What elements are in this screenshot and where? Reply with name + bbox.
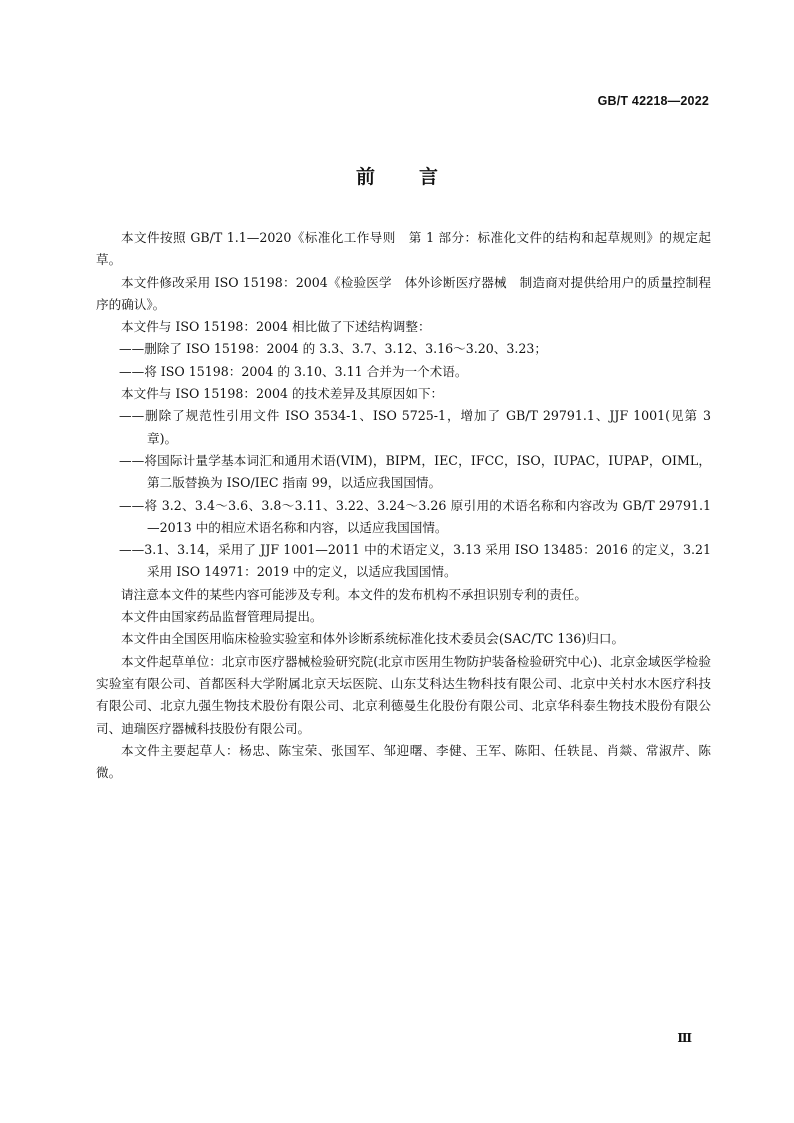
paragraph: 本文件按照 GB/T 1.1—2020《标准化工作导则 第 1 部分：标准化文件的结构和起草规则》的规定起草。 xyxy=(96,230,711,268)
paragraph: 本文件与 ISO 15198：2004 的技术差异及其原因如下： xyxy=(121,386,444,402)
paragraph: 本文件修改采用 ISO 15198：2004《检验医学 体外诊断医疗器械 制造商对提供给用户的质量控制程序的确认》。 xyxy=(96,274,711,312)
title-char-2: 言 xyxy=(419,166,439,188)
paragraph: 本文件主要起草人：杨忠、陈宝荣、张国军、邹迎曙、李健、王军、陈阳、任轶昆、肖燚、常淑芹、陈微。 xyxy=(96,742,711,781)
section-title xyxy=(0,162,794,189)
page-number: Ⅲ xyxy=(677,1031,692,1045)
paragraph: 本文件起草单位：北京市医疗器械检验研究院(北京市医用生物防护装备检验研究中心)、北京金域医学检验实验室有限公司、首都医科大学附属北京天坛医院、山东艾科达生物科技有限公司、北京中关村水木医疗科技有限公司、北京九强生物技术股份有限公司、北京利德曼生化股份有限公司、北京华科泰生物技术股份有限公司、迪瑞医疗器械科技股份有限公司。 xyxy=(96,653,711,736)
paragraph: 本文件由国家药品监督管理局提出。 xyxy=(121,609,323,625)
foreword-body xyxy=(96,227,711,784)
list-item: ——3.1、3.14，采用了 JJF 1001—2011 中的术语定义，3.13 采用 ISO 13485：2016 的定义，3.21 采用 ISO 14971：2019 中的定义，以适应我国国情。 xyxy=(119,542,711,580)
list-item: ——将 3.2、3.4～3.6、3.8～3.11、3.22、3.24～3.26 原引用的术语名称和内容改为 GB/T 29791.1—2013 中的相应术语名称和内容，以适应我国国情。 xyxy=(119,497,711,535)
list-item: ——将 ISO 15198：2004 的 3.10、3.11 合并为一个术语。 xyxy=(119,363,468,379)
title-char-1: 前 xyxy=(355,166,375,188)
list-item: ——删除了规范性引用文件 ISO 3534-1、ISO 5725-1，增加了 GB/T 29791.1、JJF 1001(见第 3 章)。 xyxy=(119,408,711,446)
paragraph: 本文件由全国医用临床检验实验室和体外诊断系统标准化技术委员会(SAC/TC 136)归口。 xyxy=(121,631,625,647)
paragraph: 本文件与 ISO 15198：2004 相比做了下述结构调整： xyxy=(121,319,431,335)
list-item: ——删除了 ISO 15198：2004 的 3.3、3.7、3.12、3.16～3.20、3.23； xyxy=(119,341,547,357)
standard-code: GB/T 42218—2022 xyxy=(597,94,709,108)
paragraph: 请注意本文件的某些内容可能涉及专利。本文件的发布机构不承担识别专利的责任。 xyxy=(121,586,587,602)
list-item: ——将国际计量学基本词汇和通用术语(VIM)，BIPM，IEC，IFCC，ISO，IUPAC，IUPAP，OIML，第二版替换为 ISO/IEC 指南 99，以适应我国国情。 xyxy=(119,452,711,491)
